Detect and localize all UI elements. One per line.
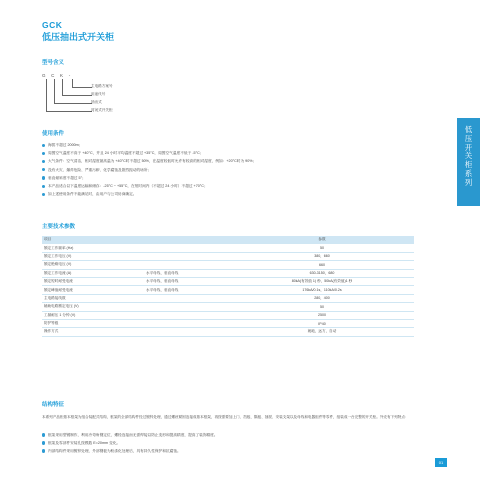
table-row — [42, 269, 414, 277]
table-cell: 50 — [230, 303, 414, 311]
table-cell — [144, 328, 230, 336]
list-item: 框架采用型钢制作，利用冷弯角钢定位，螺栓连接而无需焊接以防止变形和提高精度，提高了装饰精度。 — [42, 431, 218, 439]
table-cell: 50 — [230, 244, 414, 252]
list-item: 本产品适合以下温度运输和储存：-25°C ~ +55°C，在短时间内（不超过 24 小时）不超过 +70°C； — [42, 182, 382, 190]
table-cell: 2500 — [230, 311, 414, 319]
list-item: 海拔不超过 2000m； — [42, 141, 382, 149]
table-cell — [144, 261, 230, 269]
table-row — [42, 319, 414, 327]
list-item: 垂直倾斜度不超过 5°； — [42, 174, 382, 182]
column-header: 参数 — [230, 236, 414, 244]
list-item: 内部结构件采用镀锌处理，外部钢板为粉漆化处理后，具有持久性保护和抗腐蚀。 — [42, 447, 218, 455]
table-cell: 额定峰值耐受电流 — [42, 286, 144, 294]
table-cell: 176kA/0.1s，110kA/0.2s — [230, 286, 414, 294]
table-cell: 操作方式 — [42, 328, 144, 336]
table-cell: 辅助电路额定电压 (V) — [42, 303, 144, 311]
table-cell — [144, 294, 230, 302]
table-row — [42, 244, 414, 252]
table-cell — [144, 252, 230, 260]
table-cell: 防护等级 — [42, 319, 144, 327]
table-cell: 水平母线、垂直母线 — [144, 286, 230, 294]
table-row — [42, 277, 414, 285]
model-label: 抽出式 — [91, 100, 102, 104]
list-item: 如上述使用条件不能满足时，由用户与公司协商确定。 — [42, 190, 382, 198]
column-header — [144, 236, 230, 244]
table-cell: 630-3150，680 — [230, 269, 414, 277]
table-row — [42, 328, 414, 336]
table-cell: 工频耐压 1 分钟 (V) — [42, 311, 144, 319]
table-cell: 380，660 — [230, 252, 414, 260]
features-heading: 结构特征 — [42, 402, 65, 408]
table-cell: 就地，远方，自动 — [230, 328, 414, 336]
model-heading: 型号含义 — [42, 60, 65, 66]
page-number: 01 — [435, 458, 447, 467]
side-tab — [457, 118, 480, 206]
model-label: 主电路方案号 — [91, 84, 113, 88]
table-cell: 水平母线、垂直母线 — [144, 277, 230, 285]
specs-table — [42, 236, 414, 337]
model-label: 用途代号 — [91, 92, 106, 96]
table-cell: IP40 — [230, 319, 414, 327]
table-cell: 280，400 — [230, 294, 414, 302]
table-cell — [144, 319, 230, 327]
conditions-heading: 使用条件 — [42, 131, 65, 137]
table-cell: 80kA(有效值 1) 秒，50kA(有效值)1 秒 — [230, 277, 414, 285]
list-item: 周围空气温度不高于 +40°C，并且 24 小时平均温度不超过 +35°C，周围空气温度不低于 -5°C； — [42, 149, 382, 157]
table-cell: 额定工作电压 (V) — [42, 252, 144, 260]
table-cell: 额定工作电流 (A) — [42, 269, 144, 277]
table-cell: 额定绝缘电压 (V) — [42, 261, 144, 269]
column-header: 项目 — [42, 236, 144, 244]
table-row — [42, 286, 414, 294]
list-item: 框架及零部件安装孔按模数 E=20mm 变化。 — [42, 439, 218, 447]
table-cell — [144, 244, 230, 252]
features-list — [42, 431, 218, 455]
table-row — [42, 311, 414, 319]
model-code: G C K - — [42, 73, 73, 78]
list-item: 大气条件：空气清洁，相对湿度最高温为 +40°C时不超过 50%，在温度较低时允许有较高的相对湿度，例如：+20°C时为 90%； — [42, 157, 382, 165]
model-label: 封闭式开关柜 — [91, 108, 113, 112]
table-cell: 660 — [230, 261, 414, 269]
page-title: 低压抽出式开关柜 — [42, 32, 115, 42]
table-cell: 额定短时耐受电流 — [42, 277, 144, 285]
table-cell — [144, 303, 230, 311]
side-tab-label: 低 压 开 关 柜 系 列 — [464, 125, 473, 187]
table-row — [42, 252, 414, 260]
specs-heading: 主要技术参数 — [42, 224, 76, 230]
table-cell: 主电路接线数 — [42, 294, 144, 302]
bracket-line-4 — [72, 79, 92, 88]
list-item: 没有火灾、爆炸危险、严重污秽、化学腐蚀及剧烈振动的场所； — [42, 166, 382, 174]
conditions-list — [42, 141, 382, 198]
table-row — [42, 303, 414, 311]
table-cell — [144, 311, 230, 319]
table-header-row — [42, 236, 414, 244]
table-cell: 额定工作频率 (Hz) — [42, 244, 144, 252]
table-cell: 水平母线、垂直母线 — [144, 269, 230, 277]
table-row — [42, 294, 414, 302]
table-row — [42, 261, 414, 269]
product-code: GCK — [42, 20, 63, 30]
features-intro: 本系列产品柜基本框架为组合装配式结构，框架的全部结构件经过镀锌处理，通过螺丝紧固连接成基本框架，再按需要加上门、挡板、隔板、抽屉、安装支架以及母线和电器组件等零件，组装成一台完整的开关柜。外壳有下列特点： — [42, 415, 409, 419]
